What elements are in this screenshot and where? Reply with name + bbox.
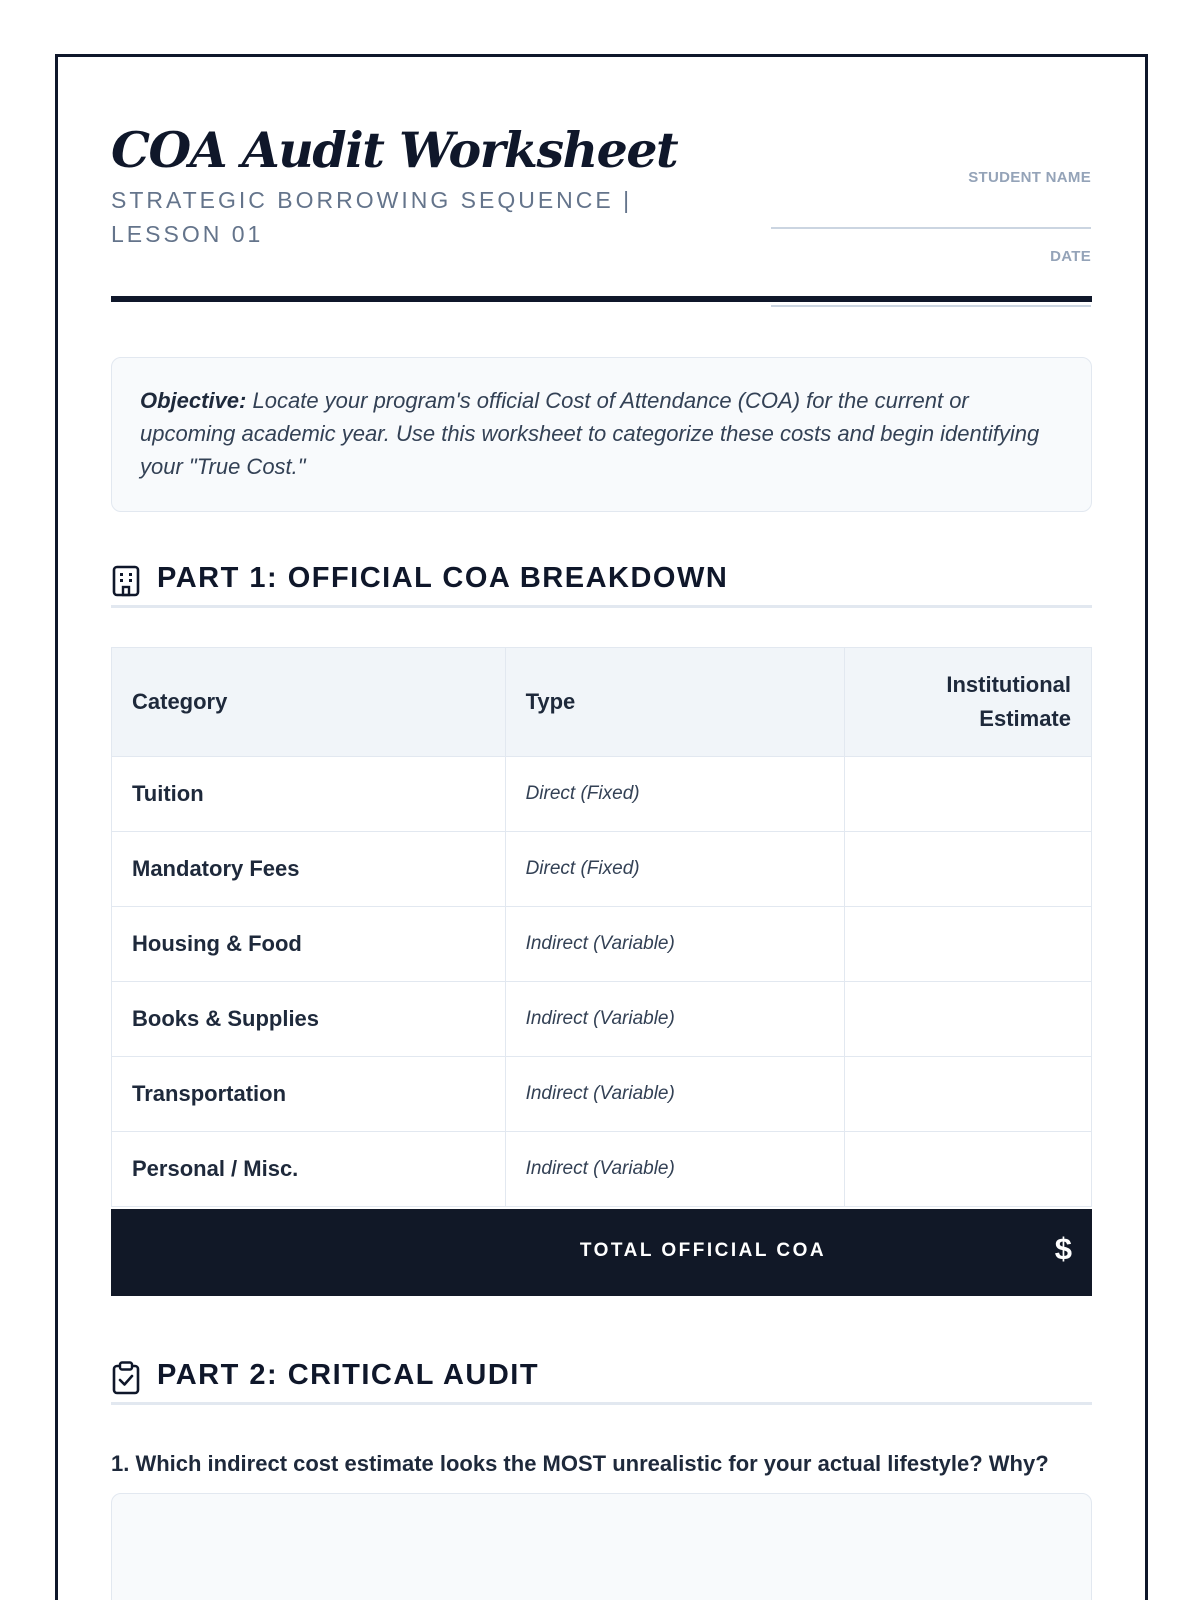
table-row xyxy=(112,982,1092,1057)
table-row xyxy=(112,907,1092,982)
column-header-type: Type xyxy=(505,648,845,757)
table-header-row xyxy=(112,648,1092,757)
estimate-input[interactable] xyxy=(845,982,1092,1057)
column-header-estimate: Institutional Estimate xyxy=(845,648,1092,757)
date-label: DATE xyxy=(1050,248,1091,265)
table-row xyxy=(112,832,1092,907)
part2-heading xyxy=(111,1349,1092,1405)
estimate-input[interactable] xyxy=(845,907,1092,982)
column-header-category: Category xyxy=(112,648,506,757)
category-cell: Mandatory Fees xyxy=(112,832,506,907)
table-row xyxy=(112,757,1092,832)
category-cell: Personal / Misc. xyxy=(112,1132,506,1207)
estimate-input[interactable] xyxy=(845,1132,1092,1207)
clipboard-check-icon xyxy=(111,1361,141,1395)
estimate-input[interactable] xyxy=(845,832,1092,907)
part1-title: PART 1: OFFICIAL COA BREAKDOWN xyxy=(157,562,729,594)
answer-textarea-1[interactable] xyxy=(111,1493,1092,1600)
total-row xyxy=(111,1209,1092,1296)
type-cell: Indirect (Variable) xyxy=(505,982,845,1057)
student-name-label: STUDENT NAME xyxy=(968,169,1091,186)
category-cell: Housing & Food xyxy=(112,907,506,982)
total-value-field[interactable]: $ xyxy=(1054,1231,1072,1266)
date-field[interactable] xyxy=(771,305,1091,307)
type-cell: Direct (Fixed) xyxy=(505,757,845,832)
audit-question-1: 1. Which indirect cost estimate looks the MOST unrealistic for your actual lifestyle? Why? xyxy=(111,1451,1049,1476)
table-row xyxy=(112,1057,1092,1132)
objective-lead: Objective: xyxy=(140,388,247,413)
objective-text: Locate your program's official Cost of Attendance (COA) for the current or upcoming academic year. Use this worksheet to categorize these costs and begin identifying your "True Cost." xyxy=(140,388,1040,479)
type-cell: Indirect (Variable) xyxy=(505,907,845,982)
building-icon xyxy=(111,564,141,598)
worksheet-page xyxy=(55,54,1148,1600)
table-row xyxy=(112,1132,1092,1207)
worksheet-header xyxy=(111,122,1091,298)
page-title: COA Audit Worksheet xyxy=(111,121,678,179)
page-subtitle: STRATEGIC BORROWING SEQUENCE | LESSON 01 xyxy=(111,187,633,247)
category-cell: Tuition xyxy=(112,757,506,832)
estimate-input[interactable] xyxy=(845,1057,1092,1132)
total-label: TOTAL OFFICIAL COA xyxy=(579,1240,827,1261)
category-cell: Transportation xyxy=(112,1057,506,1132)
type-cell: Indirect (Variable) xyxy=(505,1057,845,1132)
part1-heading xyxy=(111,552,1092,608)
student-name-field[interactable] xyxy=(771,227,1091,229)
estimate-input[interactable] xyxy=(845,757,1092,832)
category-cell: Books & Supplies xyxy=(112,982,506,1057)
objective-box xyxy=(111,357,1092,512)
coa-table xyxy=(111,647,1092,1207)
header-divider xyxy=(111,296,1092,302)
type-cell: Indirect (Variable) xyxy=(505,1132,845,1207)
type-cell: Direct (Fixed) xyxy=(505,832,845,907)
part2-title: PART 2: CRITICAL AUDIT xyxy=(157,1359,540,1391)
